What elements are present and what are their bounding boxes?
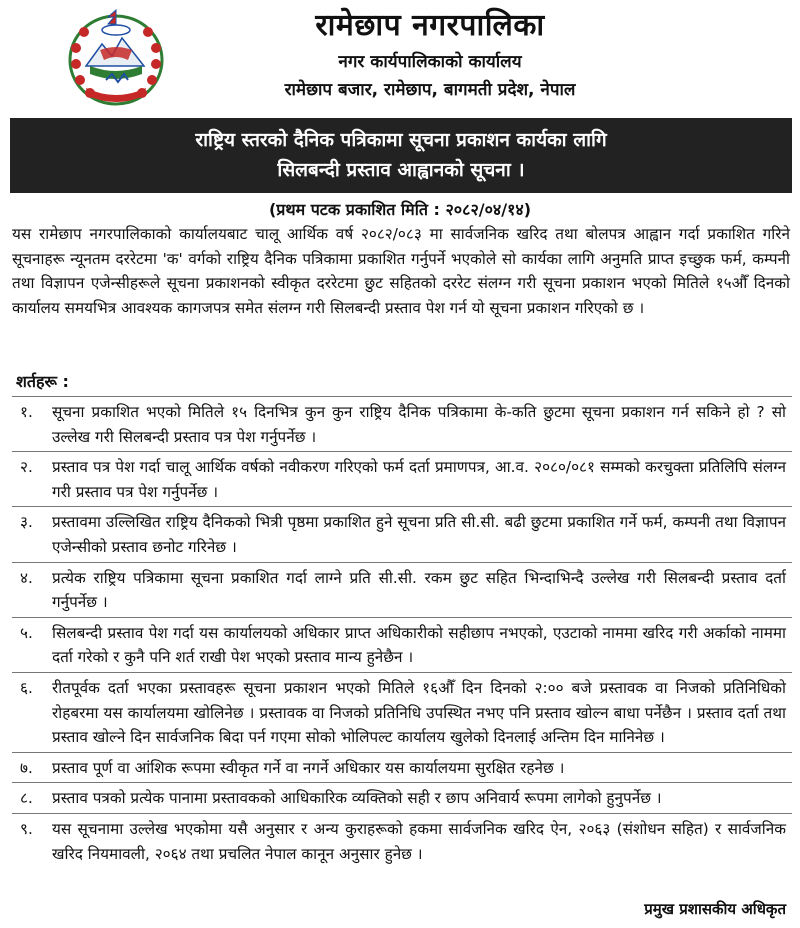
notice-heading-line-2: सिलबन्दी प्रस्ताव आह्वानको सूचना । bbox=[277, 159, 525, 181]
condition-number: ७. bbox=[20, 758, 33, 777]
condition-number: ६. bbox=[20, 678, 33, 697]
publication-date: (प्रथम पटक प्रकाशित मिति : २०८२/०४/१४) bbox=[268, 200, 532, 219]
conditions-list bbox=[12, 396, 792, 868]
condition-text: प्रस्ताव पत्रको प्रत्येक पानामा प्रस्तावकको आधिकारिक व्यक्तिको सही र छाप अनिवार्य रूपमा लागेको हुनुपर्नेछ । bbox=[52, 789, 662, 808]
condition-text: प्रस्ताव पत्र पेश गर्दा चालू आर्थिक वर्षको नवीकरण गरिएको फर्म दर्ता प्रमाणपत्र, आ.व. २०८०/०८१ सम्मको करचुक्ता प्रतिलिपि संलग्न गरी प्रस्ताव पत्र पेश गर्नुपर्नेछ । bbox=[52, 458, 786, 501]
condition-number: ५. bbox=[20, 623, 33, 642]
condition-item bbox=[12, 783, 792, 814]
condition-item bbox=[12, 814, 792, 868]
condition-number: ९. bbox=[20, 819, 33, 838]
condition-item bbox=[12, 753, 792, 784]
condition-item bbox=[12, 618, 792, 673]
signatory-title: प्रमुख प्रशासकीय अधिकृत bbox=[644, 900, 786, 918]
condition-text: सूचना प्रकाशित भएको मितिले १५ दिनभित्र कुन कुन राष्ट्रिय दैनिक पत्रिकामा के-कति छुटमा सूचना प्रकाशन गर्न सकिने हो ? सो उल्लेख गरी सिलबन्दी प्रस्ताव पत्र पेश गर्नुपर्नेछ । bbox=[52, 403, 786, 446]
intro-paragraph: यस रामेछाप नगरपालिकाको कार्यालयबाट चालू आर्थिक वर्ष २०८२/०८३ मा सार्वजनिक खरिद तथा बोलपत्र आह्वान गर्दा प्रकाशित गरिने सूचनाहरू न्यूनतम दररेटमा 'क' वर्गको राष्ट्रिय दैनिक पत्रिकामा प्रकाशित गर्नुपर्ने भएकोले सो कार्यका लागि अनुमति प्राप्त इच्छुक फर्म, कम्पनी तथा विज्ञापन एजेन्सीहरूले सूचना प्रकाशनको स्वीकृत दररेटमा छुट सहितको दररेट संलग्न गरी सूचना प्रकाशन भएको मितिले १५औँ दिनको कार्यालय समयभित्र आवश्यक कागजपत्र समेत संलग्न गरी सिलबन्दी प्रस्ताव पेश गर्न यो सूचना प्रकाशन गरिएको छ । bbox=[12, 225, 790, 317]
condition-number: ३. bbox=[20, 513, 33, 532]
condition-item bbox=[12, 563, 792, 618]
condition-item bbox=[12, 397, 792, 452]
conditions-label: शर्तहरू : bbox=[16, 372, 69, 391]
condition-text: रीतपूर्वक दर्ता भएका प्रस्तावहरू सूचना प्रकाशन भएको मितिले १६औँ दिन दिनको २:०० बजे प्रस्तावक वा निजको प्रतिनिधिको रोहबरमा यस कार्यालयमा खोलिनेछ । प्रस्तावक वा निजको प्रतिनिधि उपस्थित नभए पनि प्रस्ताव खोल्न बाधा पर्नेछैन । प्रस्ताव दर्ता तथा प्रस्ताव खोल्ने दिन सार्वजनिक बिदा पर्न गएमा सोको भोलिपल्ट कार्यालय खुलेको दिनलाई अन्तिम दिन मानिनेछ । bbox=[52, 678, 786, 747]
condition-text: प्रस्ताव पूर्ण वा आंशिक रूपमा स्वीकृत गर्ने वा नगर्ने अधिकार यस कार्यालयमा सुरक्षित रहनेछ । bbox=[52, 758, 565, 777]
office-name: नगर कार्यपालिकाको कार्यालय bbox=[338, 52, 522, 72]
condition-item bbox=[12, 507, 792, 562]
condition-number: २. bbox=[20, 458, 33, 477]
nepal-emblem-icon bbox=[62, 4, 170, 108]
office-address: रामेछाप बजार, रामेछाप, बागमती प्रदेश, नेपाल bbox=[284, 80, 576, 100]
condition-number: १. bbox=[20, 403, 33, 421]
municipality-title: रामेछाप नगरपालिका bbox=[315, 8, 545, 43]
condition-number: ८. bbox=[20, 789, 33, 808]
condition-text: सिलबन्दी प्रस्ताव पेश गर्दा यस कार्यालयको अधिकार प्राप्त अधिकारीको सहीछाप नभएको, एउटाको नाममा खरिद गरी अर्काको नाममा दर्ता गरेको र कुनै पनि शर्त राखी पेश भएको प्रस्ताव मान्य हुनेछैन । bbox=[52, 623, 786, 667]
condition-item bbox=[12, 673, 792, 753]
header bbox=[0, 0, 800, 112]
notice-heading-banner bbox=[10, 118, 792, 193]
condition-text: प्रत्येक राष्ट्रिय पत्रिकामा सूचना प्रकाशित गर्दा लाग्ने प्रति सी.सी. रकम छुट सहित भिन्दाभिन्दै उल्लेख गरी सिलबन्दी प्रस्ताव दर्ता गर्नुपर्नेछ । bbox=[52, 568, 786, 612]
condition-number: ४. bbox=[20, 568, 33, 587]
condition-text: प्रस्तावमा उल्लिखित राष्ट्रिय दैनिकको भित्री पृष्ठमा प्रकाशित हुने सूचना प्रति सी.सी. बढी छुटमा प्रकाशित गर्ने फर्म, कम्पनी तथा विज्ञापन एजेन्सीको प्रस्ताव छनोट गरिनेछ । bbox=[52, 513, 786, 556]
condition-text: यस सूचनामा उल्लेख भएकोमा यसै अनुसार र अन्य कुराहरूको हकमा सार्वजनिक खरिद ऐन, २०६३ (संशोधन सहित) र सार्वजनिक खरिद नियमावली, २०६४ तथा प्रचलित नेपाल कानून अनुसार हुनेछ । bbox=[52, 819, 786, 863]
condition-item bbox=[12, 452, 792, 507]
notice-heading-line-1: राष्ट्रिय स्तरको दैनिक पत्रिकामा सूचना प्रकाशन कार्यका लागि bbox=[195, 129, 607, 151]
